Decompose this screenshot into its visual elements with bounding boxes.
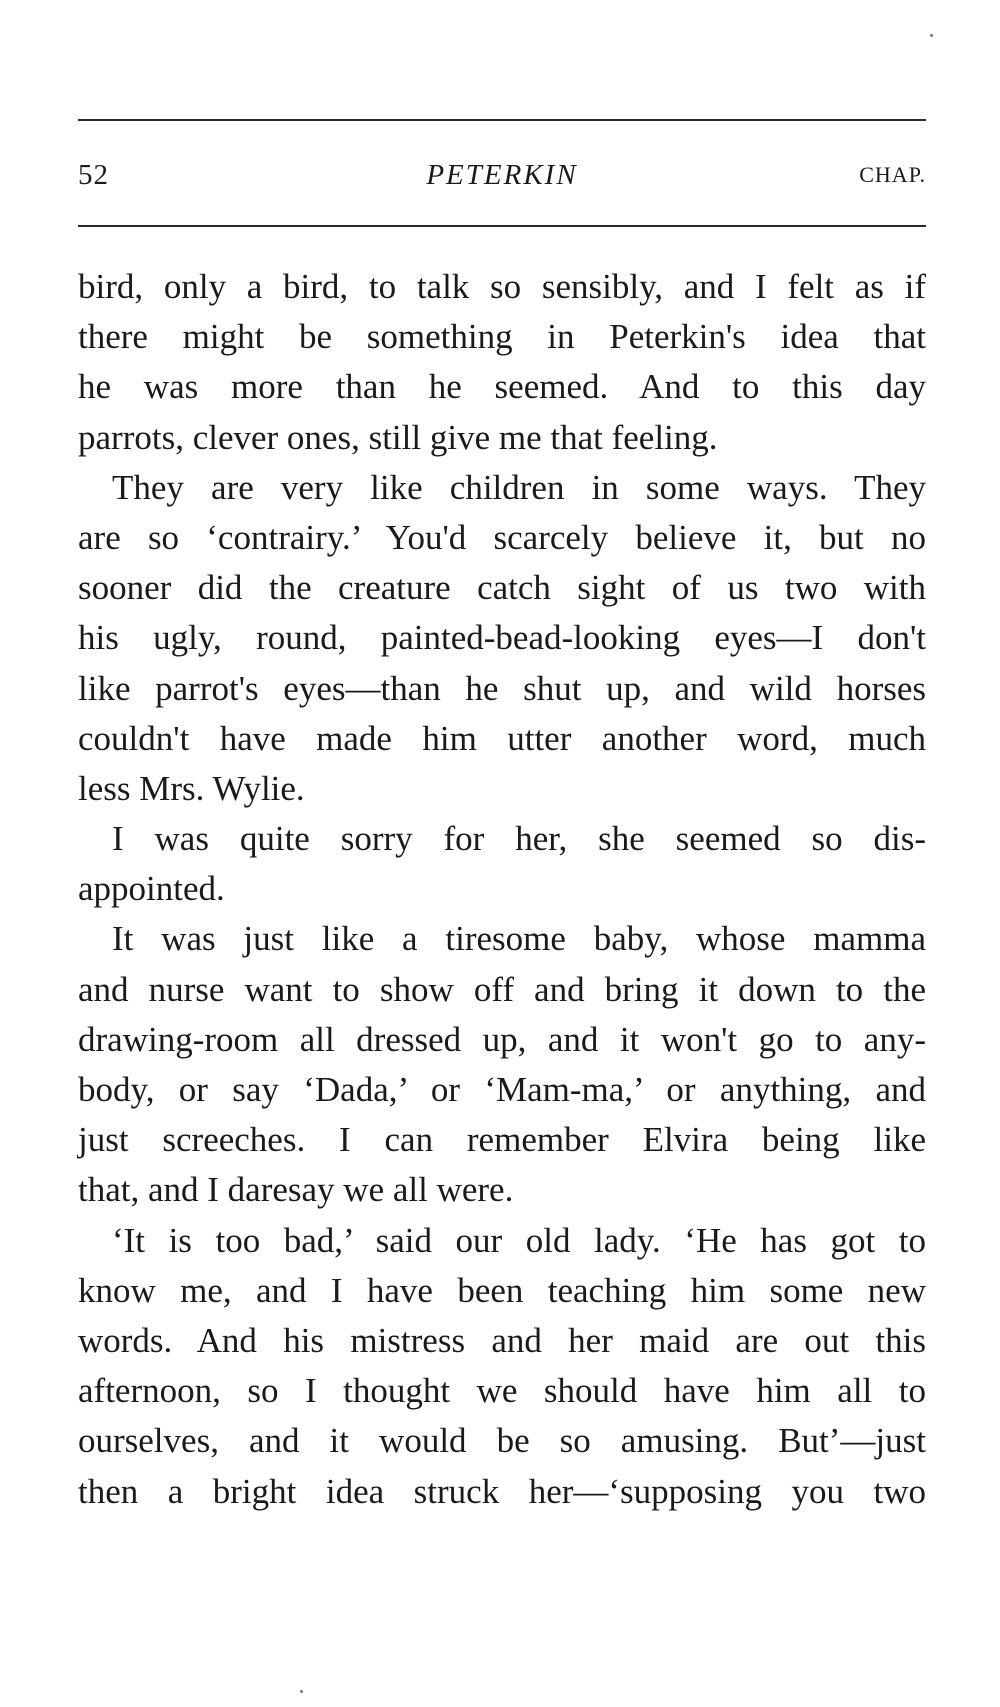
text-line: afternoon, so I thought we should have him all to [78, 1371, 926, 1411]
text-line: and nurse want to show off and bring it down to the [78, 969, 926, 1009]
text-line: that, and I daresay we all were. [78, 1170, 514, 1210]
header-top-rule [78, 119, 926, 121]
text-line: his ugly, round, painted-bead-looking eyes—I don't [78, 618, 926, 658]
text-line: It was just like a tiresome baby, whose mamma [112, 919, 926, 959]
text-line: words. And his mistress and her maid are out this [78, 1320, 926, 1360]
text-line: are so ‘contrairy.’ You'd scarcely believe it, but no [78, 517, 926, 557]
page-number: 52 [78, 159, 109, 191]
body-text [78, 262, 926, 1517]
text-line: know me, and I have been teaching him some new [78, 1270, 926, 1310]
text-line: like parrot's eyes—than he shut up, and wild horses [78, 668, 926, 708]
text-line: he was more than he seemed. And to this day [78, 367, 926, 407]
paper-speck [300, 1690, 303, 1693]
text-line: parrots, clever ones, still give me that feeling. [78, 417, 718, 457]
text-line: ourselves, and it would be so amusing. But’—just [78, 1421, 926, 1461]
text-line: bird, only a bird, to talk so sensibly, and I felt as if [78, 267, 926, 306]
text-line: less Mrs. Wylie. [78, 768, 305, 808]
chapter-label: CHAP. [859, 162, 926, 187]
text-line: couldn't have made him utter another word, much [78, 718, 926, 758]
text-line: They are very like children in some ways. They [112, 467, 926, 507]
running-head [78, 150, 926, 200]
running-title: PETERKIN [426, 159, 578, 191]
paper-speck [930, 34, 933, 37]
text-line: I was quite sorry for her, she seemed so dis- [112, 819, 926, 859]
text-line: body, or say ‘Dada,’ or ‘Mam-ma,’ or anything, and [78, 1070, 926, 1109]
text-line: appointed. [78, 869, 225, 909]
text-line: drawing-room all dressed up, and it won't go to any- [78, 1019, 926, 1059]
text-line: just screeches. I can remember Elvira being like [78, 1120, 926, 1160]
text-line: sooner did the creature catch sight of us two with [78, 568, 926, 608]
text-line: there might be something in Peterkin's idea that [78, 317, 926, 357]
text-line: then a bright idea struck her—‘supposing you two [78, 1471, 926, 1511]
text-line: ‘It is too bad,’ said our old lady. ‘He has got to [112, 1220, 926, 1260]
header-bottom-rule [78, 225, 926, 227]
